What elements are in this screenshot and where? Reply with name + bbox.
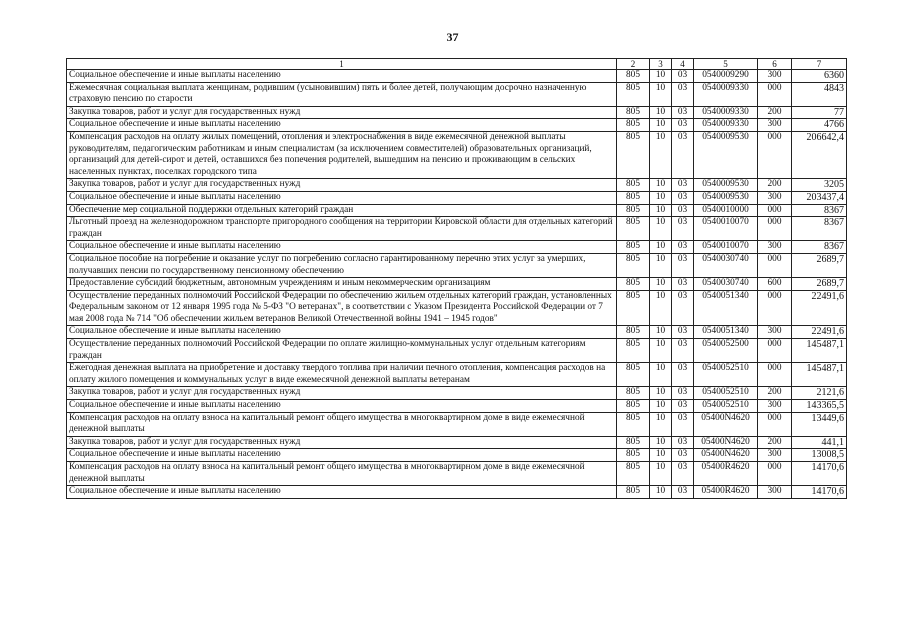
row-subsection-cell: 03 [672, 326, 694, 339]
row-department-cell: 805 [617, 290, 650, 326]
row-expense-type-cell: 300 [758, 191, 792, 204]
row-amount-cell: 2689,7 [792, 278, 847, 291]
table-row [67, 363, 847, 387]
row-expense-type-cell: 000 [758, 253, 792, 277]
table-row [67, 106, 847, 119]
row-department-cell: 805 [617, 253, 650, 277]
row-section-cell: 10 [650, 412, 672, 436]
row-section-cell: 10 [650, 326, 672, 339]
row-target-article-cell: 0540051340 [694, 326, 758, 339]
table-row [67, 462, 847, 486]
table-row [67, 339, 847, 363]
table-row [67, 82, 847, 106]
row-expense-type-cell: 000 [758, 217, 792, 241]
row-section-cell: 10 [650, 179, 672, 192]
row-target-article-cell: 0540052510 [694, 363, 758, 387]
row-expense-type-cell: 000 [758, 462, 792, 486]
page-number: 37 [446, 30, 459, 44]
row-name-cell: Ежемесячная социальная выплата женщинам, родившим (усыновившим) пять и более детей, получающим досрочно назначенную страховую пенсию по старости [67, 82, 617, 106]
table-row [67, 387, 847, 400]
row-subsection-cell: 03 [672, 278, 694, 291]
row-name-cell: Социальное обеспечение и иные выплаты населению [67, 191, 617, 204]
row-target-article-cell: 05400N4620 [694, 412, 758, 436]
row-expense-type-cell: 000 [758, 82, 792, 106]
table-row [67, 400, 847, 413]
row-section-cell: 10 [650, 70, 672, 83]
row-amount-cell: 145487,1 [792, 339, 847, 363]
row-expense-type-cell: 000 [758, 339, 792, 363]
row-section-cell: 10 [650, 131, 672, 178]
row-department-cell: 805 [617, 400, 650, 413]
row-amount-cell: 2689,7 [792, 253, 847, 277]
row-department-cell: 805 [617, 204, 650, 217]
row-name-cell: Социальное обеспечение и иные выплаты населению [67, 119, 617, 132]
row-target-article-cell: 0540009530 [694, 131, 758, 178]
row-section-cell: 10 [650, 449, 672, 462]
table-row [67, 119, 847, 132]
row-target-article-cell: 0540010000 [694, 204, 758, 217]
row-section-cell: 10 [650, 387, 672, 400]
row-name-cell: Обеспечение мер социальной поддержки отдельных категорий граждан [67, 204, 617, 217]
row-amount-cell: 143365,5 [792, 400, 847, 413]
row-section-cell: 10 [650, 363, 672, 387]
row-department-cell: 805 [617, 131, 650, 178]
row-expense-type-cell: 300 [758, 119, 792, 132]
column-header-expense-type: 6 [758, 59, 792, 70]
column-number-row [67, 59, 847, 70]
row-name-cell: Компенсация расходов на оплату взноса на капитальный ремонт общего имущества в многоквартирном доме в виде ежемесячной денежной выплаты [67, 412, 617, 436]
row-subsection-cell: 03 [672, 253, 694, 277]
row-expense-type-cell: 000 [758, 412, 792, 436]
row-target-article-cell: 0540052510 [694, 387, 758, 400]
row-name-cell: Предоставление субсидий бюджетным, автономным учреждениям и иным некоммерческим организациям [67, 278, 617, 291]
table-row [67, 131, 847, 178]
row-department-cell: 805 [617, 326, 650, 339]
row-subsection-cell: 03 [672, 241, 694, 254]
row-expense-type-cell: 600 [758, 278, 792, 291]
row-amount-cell: 4843 [792, 82, 847, 106]
row-subsection-cell: 03 [672, 290, 694, 326]
row-section-cell: 10 [650, 486, 672, 499]
column-header-name: 1 [67, 59, 617, 70]
row-expense-type-cell: 300 [758, 326, 792, 339]
row-amount-cell: 14170,6 [792, 462, 847, 486]
table-row [67, 290, 847, 326]
row-name-cell: Льготный проезд на железнодорожном транспорте пригородного сообщения на территории Кировской области для отдельных категорий граждан [67, 217, 617, 241]
table-row [67, 191, 847, 204]
row-department-cell: 805 [617, 191, 650, 204]
row-expense-type-cell: 000 [758, 131, 792, 178]
column-header-department: 2 [617, 59, 650, 70]
row-department-cell: 805 [617, 462, 650, 486]
row-department-cell: 805 [617, 363, 650, 387]
row-amount-cell: 203437,4 [792, 191, 847, 204]
row-subsection-cell: 03 [672, 462, 694, 486]
row-name-cell: Социальное обеспечение и иные выплаты населению [67, 486, 617, 499]
row-subsection-cell: 03 [672, 400, 694, 413]
row-department-cell: 805 [617, 106, 650, 119]
row-department-cell: 805 [617, 179, 650, 192]
table-row [67, 449, 847, 462]
row-amount-cell: 441,1 [792, 436, 847, 449]
row-name-cell: Компенсация расходов на оплату жилых помещений, отопления и электроснабжения в виде ежемесячной денежной выплаты руководителям, педагогическим работникам и иным специалистам (за исключением совместителей) образовательных организаций, организаций для детей-сирот и детей, оставшихся без попечения родителей, вышедшим на пенсию и проживающим в сельских населенных пунктах, поселках городского типа [67, 131, 617, 178]
column-header-target-article: 5 [694, 59, 758, 70]
row-name-cell: Социальное обеспечение и иные выплаты населению [67, 400, 617, 413]
row-department-cell: 805 [617, 241, 650, 254]
row-section-cell: 10 [650, 400, 672, 413]
row-expense-type-cell: 300 [758, 449, 792, 462]
row-expense-type-cell: 000 [758, 363, 792, 387]
table-row [67, 179, 847, 192]
row-target-article-cell: 0540052510 [694, 400, 758, 413]
row-department-cell: 805 [617, 278, 650, 291]
row-name-cell: Социальное обеспечение и иные выплаты населению [67, 326, 617, 339]
row-subsection-cell: 03 [672, 339, 694, 363]
row-name-cell: Закупка товаров, работ и услуг для государственных нужд [67, 387, 617, 400]
row-target-article-cell: 0540009530 [694, 179, 758, 192]
row-department-cell: 805 [617, 217, 650, 241]
row-amount-cell: 77 [792, 106, 847, 119]
row-expense-type-cell: 200 [758, 106, 792, 119]
row-expense-type-cell: 200 [758, 387, 792, 400]
table-row [67, 217, 847, 241]
row-department-cell: 805 [617, 70, 650, 83]
row-amount-cell: 13449,6 [792, 412, 847, 436]
row-amount-cell: 8367 [792, 241, 847, 254]
table-row [67, 486, 847, 499]
row-expense-type-cell: 200 [758, 179, 792, 192]
table-row [67, 204, 847, 217]
row-amount-cell: 14170,6 [792, 486, 847, 499]
row-section-cell: 10 [650, 191, 672, 204]
row-target-article-cell: 0540030740 [694, 278, 758, 291]
row-amount-cell: 13008,5 [792, 449, 847, 462]
row-subsection-cell: 03 [672, 191, 694, 204]
row-name-cell: Социальное обеспечение и иные выплаты населению [67, 449, 617, 462]
row-subsection-cell: 03 [672, 131, 694, 178]
table-row [67, 253, 847, 277]
row-target-article-cell: 0540009290 [694, 70, 758, 83]
table-row [67, 436, 847, 449]
row-subsection-cell: 03 [672, 179, 694, 192]
row-target-article-cell: 0540030740 [694, 253, 758, 277]
row-target-article-cell: 0540052500 [694, 339, 758, 363]
row-name-cell: Социальное пособие на погребение и оказание услуг по погребению согласно гарантированному перечню этих услуг за умерших, получавших пенсии по государственному пенсионному обеспечению [67, 253, 617, 277]
row-department-cell: 805 [617, 486, 650, 499]
row-department-cell: 805 [617, 449, 650, 462]
row-name-cell: Компенсация расходов на оплату взноса на капитальный ремонт общего имущества в многоквартирном доме в виде ежемесячной денежной выплаты [67, 462, 617, 486]
row-target-article-cell: 0540051340 [694, 290, 758, 326]
row-subsection-cell: 03 [672, 217, 694, 241]
row-section-cell: 10 [650, 204, 672, 217]
row-target-article-cell: 0540010070 [694, 217, 758, 241]
row-department-cell: 805 [617, 412, 650, 436]
row-department-cell: 805 [617, 339, 650, 363]
row-section-cell: 10 [650, 253, 672, 277]
row-section-cell: 10 [650, 82, 672, 106]
row-name-cell: Ежегодная денежная выплата на приобретение и доставку твердого топлива при наличии печного отопления, компенсация расходов на оплату жилого помещения и коммунальных услуг в виде ежемесячной денежной выплаты ветеранам [67, 363, 617, 387]
row-amount-cell: 22491,6 [792, 290, 847, 326]
row-subsection-cell: 03 [672, 486, 694, 499]
budget-allocation-table [66, 58, 847, 499]
row-subsection-cell: 03 [672, 204, 694, 217]
row-department-cell: 805 [617, 82, 650, 106]
row-amount-cell: 22491,6 [792, 326, 847, 339]
row-subsection-cell: 03 [672, 412, 694, 436]
row-expense-type-cell: 000 [758, 290, 792, 326]
row-subsection-cell: 03 [672, 70, 694, 83]
row-subsection-cell: 03 [672, 363, 694, 387]
row-amount-cell: 2121,6 [792, 387, 847, 400]
row-subsection-cell: 03 [672, 82, 694, 106]
row-target-article-cell: 05400N4620 [694, 449, 758, 462]
row-amount-cell: 6360 [792, 70, 847, 83]
row-section-cell: 10 [650, 119, 672, 132]
table-row [67, 70, 847, 83]
table-row [67, 278, 847, 291]
row-name-cell: Закупка товаров, работ и услуг для государственных нужд [67, 436, 617, 449]
row-expense-type-cell: 300 [758, 70, 792, 83]
row-name-cell: Осуществление переданных полномочий Российской Федерации по обеспечению жильем отдельных категорий граждан, установленных Федеральным законом от 12 января 1995 года № 5-ФЗ "О ветеранах", в соответствии с Указом Президента Российской Федерации от 7 мая 2008 года № 714 "Об обеспечении жильем ветеранов Великой Отечественной войны 1941 – 1945 годов" [67, 290, 617, 326]
row-name-cell: Осуществление переданных полномочий Российской Федерации по оплате жилищно-коммунальных услуг отдельным категориям граждан [67, 339, 617, 363]
row-subsection-cell: 03 [672, 436, 694, 449]
row-expense-type-cell: 300 [758, 486, 792, 499]
table-row [67, 241, 847, 254]
row-section-cell: 10 [650, 217, 672, 241]
row-amount-cell: 8367 [792, 204, 847, 217]
row-amount-cell: 206642,4 [792, 131, 847, 178]
row-subsection-cell: 03 [672, 106, 694, 119]
row-name-cell: Закупка товаров, работ и услуг для государственных нужд [67, 106, 617, 119]
row-target-article-cell: 05400R4620 [694, 486, 758, 499]
row-section-cell: 10 [650, 241, 672, 254]
row-target-article-cell: 0540009330 [694, 82, 758, 106]
row-amount-cell: 3205 [792, 179, 847, 192]
row-expense-type-cell: 300 [758, 400, 792, 413]
row-name-cell: Социальное обеспечение и иные выплаты населению [67, 241, 617, 254]
column-header-amount: 7 [792, 59, 847, 70]
row-name-cell: Социальное обеспечение и иные выплаты населению [67, 70, 617, 83]
row-target-article-cell: 0540009330 [694, 106, 758, 119]
row-section-cell: 10 [650, 278, 672, 291]
row-section-cell: 10 [650, 339, 672, 363]
row-section-cell: 10 [650, 106, 672, 119]
row-amount-cell: 145487,1 [792, 363, 847, 387]
table-row [67, 412, 847, 436]
row-department-cell: 805 [617, 387, 650, 400]
row-department-cell: 805 [617, 119, 650, 132]
row-target-article-cell: 05400R4620 [694, 462, 758, 486]
row-section-cell: 10 [650, 290, 672, 326]
row-expense-type-cell: 300 [758, 241, 792, 254]
column-header-section: 3 [650, 59, 672, 70]
row-expense-type-cell: 200 [758, 436, 792, 449]
row-target-article-cell: 0540010070 [694, 241, 758, 254]
row-target-article-cell: 0540009330 [694, 119, 758, 132]
row-target-article-cell: 0540009530 [694, 191, 758, 204]
row-amount-cell: 4766 [792, 119, 847, 132]
row-expense-type-cell: 000 [758, 204, 792, 217]
column-header-subsection: 4 [672, 59, 694, 70]
row-subsection-cell: 03 [672, 449, 694, 462]
row-target-article-cell: 05400N4620 [694, 436, 758, 449]
row-subsection-cell: 03 [672, 387, 694, 400]
row-amount-cell: 8367 [792, 217, 847, 241]
row-subsection-cell: 03 [672, 119, 694, 132]
row-name-cell: Закупка товаров, работ и услуг для государственных нужд [67, 179, 617, 192]
table-row [67, 326, 847, 339]
row-section-cell: 10 [650, 436, 672, 449]
row-department-cell: 805 [617, 436, 650, 449]
row-section-cell: 10 [650, 462, 672, 486]
